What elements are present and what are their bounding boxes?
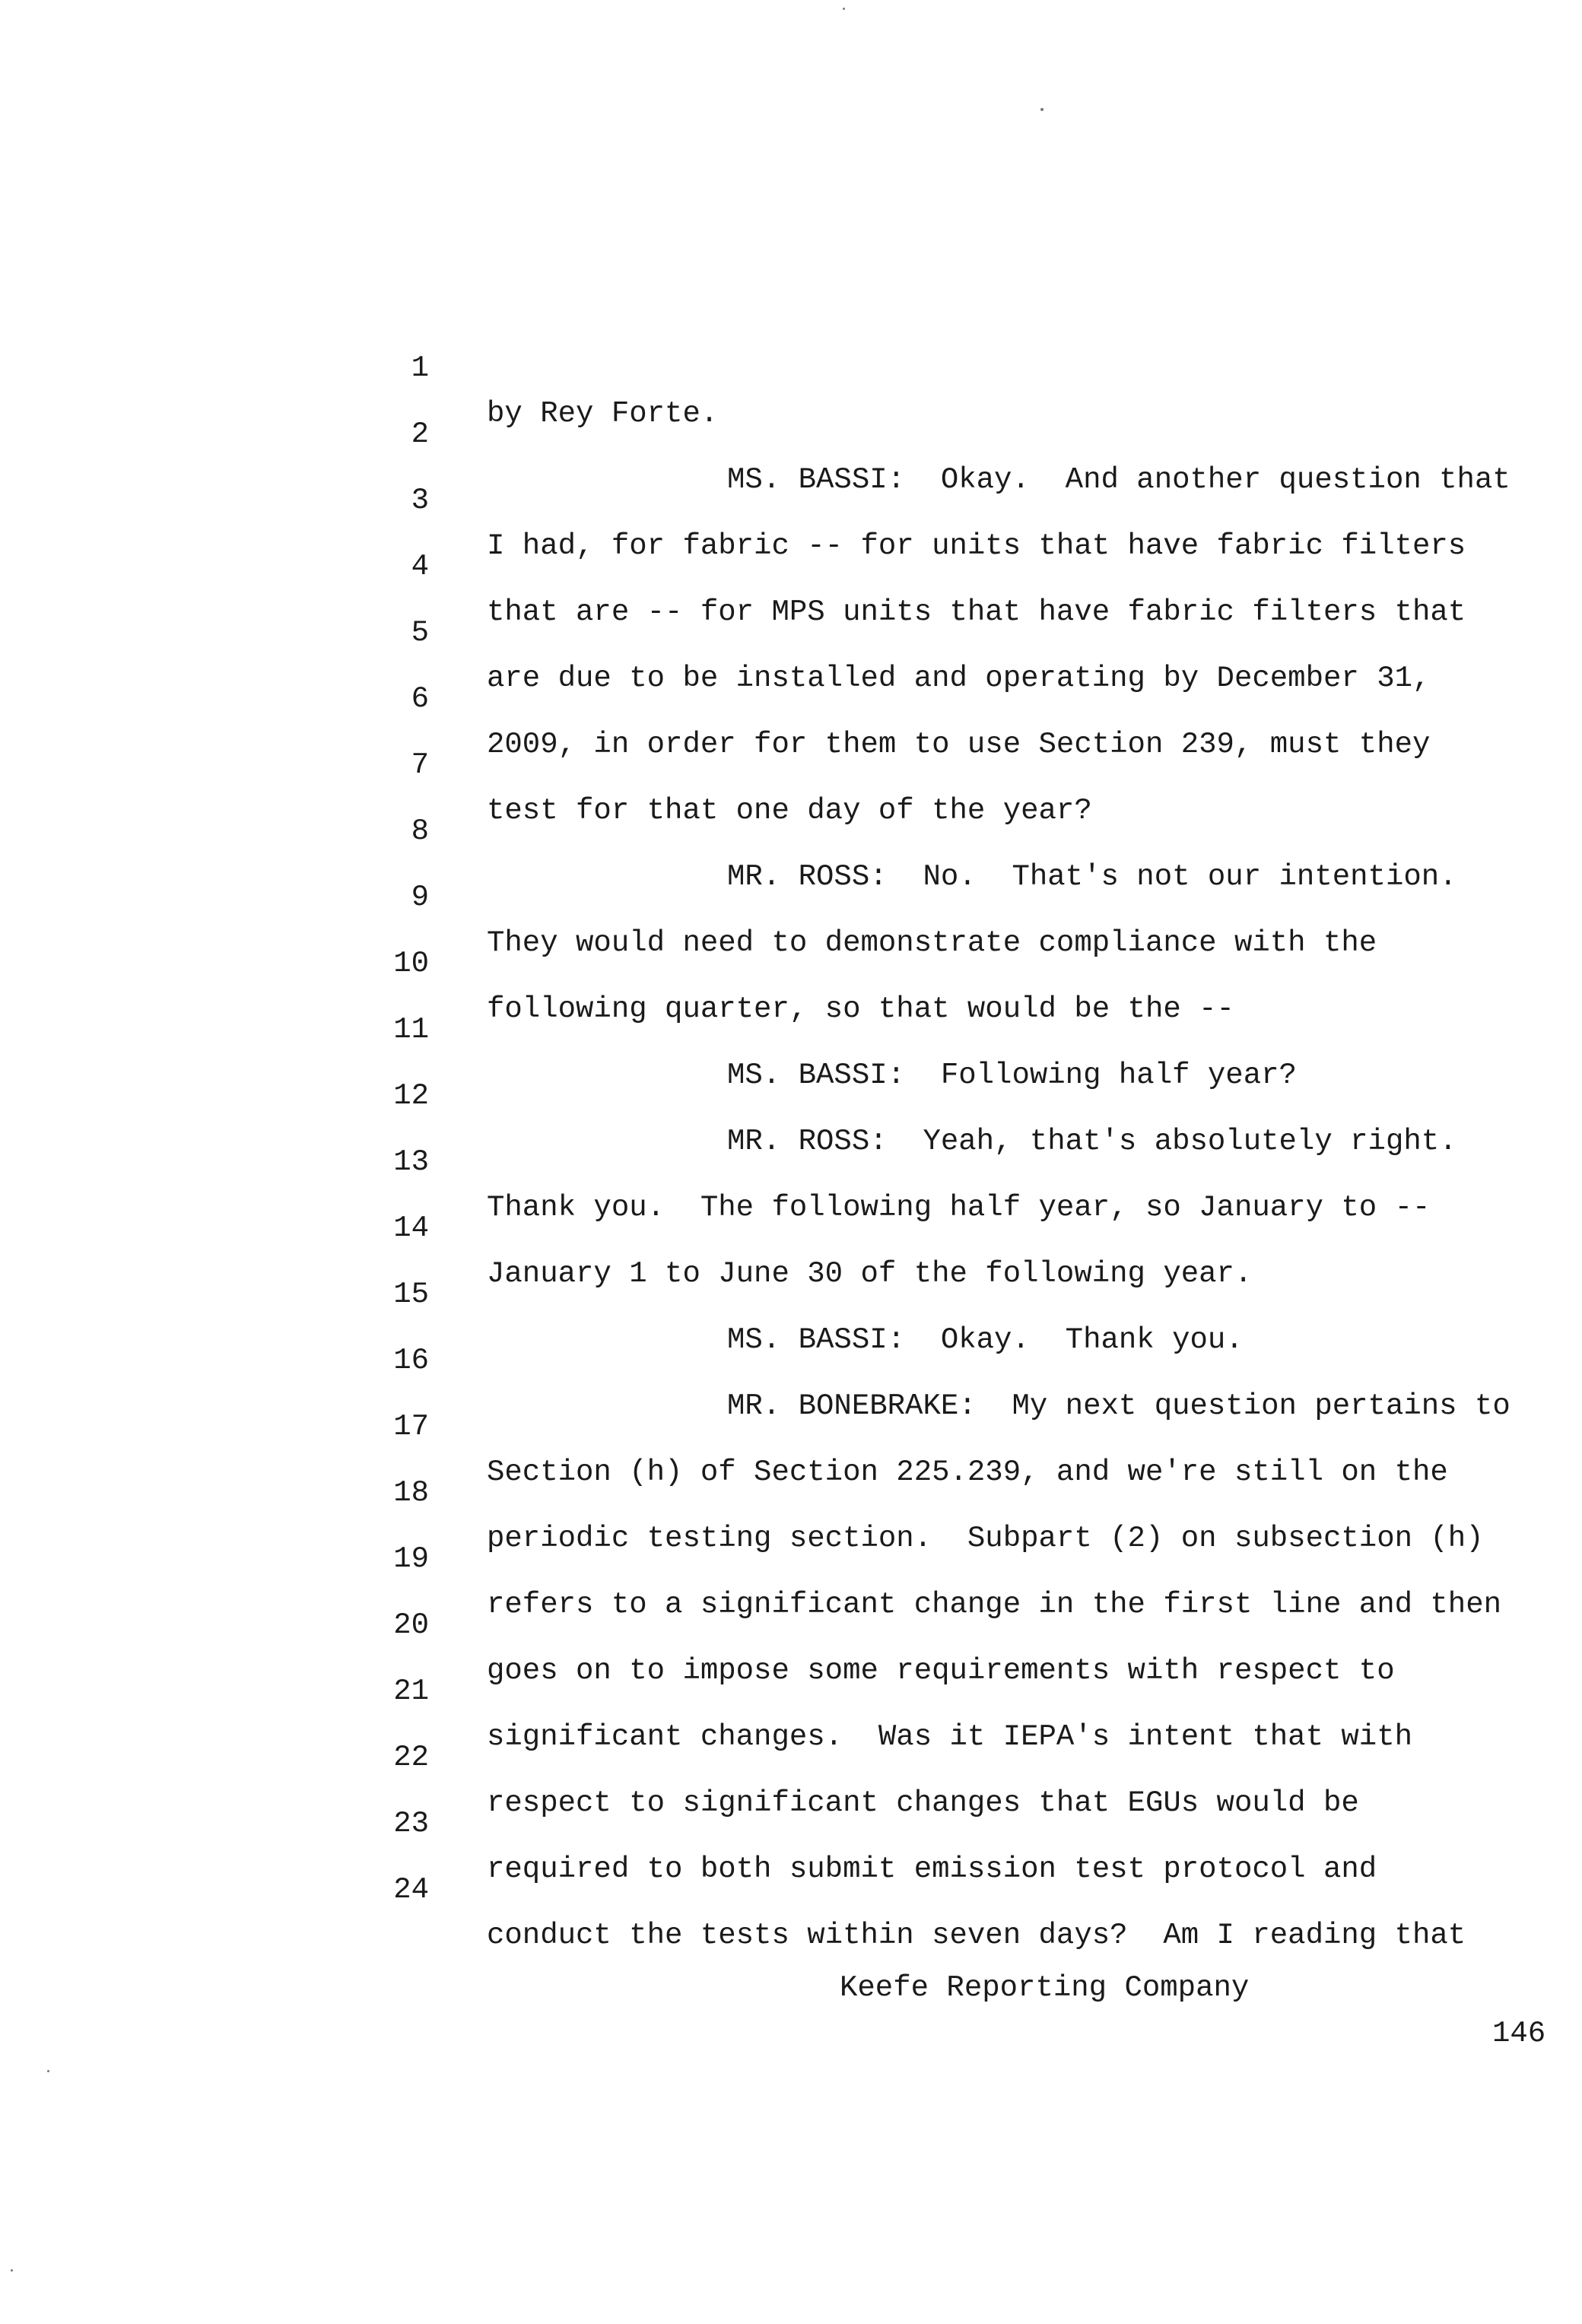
line-text: MR. ROSS: Yeah, that's absolutely right. bbox=[727, 1125, 1457, 1158]
line-number: 23 bbox=[393, 1807, 429, 1840]
line-text: are due to be installed and operating by December 31, bbox=[487, 662, 1431, 695]
line-number: 18 bbox=[393, 1476, 429, 1510]
line-number: 15 bbox=[393, 1278, 429, 1311]
line-number: 13 bbox=[393, 1145, 429, 1179]
scan-speck bbox=[843, 8, 845, 10]
line-text: required to both submit emission test protocol and bbox=[487, 1853, 1377, 1886]
scan-speck bbox=[1040, 108, 1044, 111]
line-text: I had, for fabric -- for units that have fabric filters bbox=[487, 529, 1466, 563]
line-text: refers to a significant change in the first line and then bbox=[487, 1588, 1502, 1621]
line-number: 3 bbox=[411, 484, 429, 517]
line-text: They would need to demonstrate compliance with the bbox=[487, 926, 1377, 960]
line-number: 22 bbox=[393, 1741, 429, 1774]
line-text: MR. BONEBRAKE: My next question pertains to bbox=[727, 1389, 1511, 1423]
line-number: 10 bbox=[393, 947, 429, 980]
line-number: 1 bbox=[411, 351, 429, 385]
line-text: MS. BASSI: Okay. Thank you. bbox=[727, 1323, 1244, 1357]
line-text: test for that one day of the year? bbox=[487, 794, 1092, 827]
line-text: following quarter, so that would be the -- bbox=[487, 992, 1234, 1026]
line-text: MS. BASSI: Okay. And another question that bbox=[727, 463, 1511, 497]
line-text: respect to significant changes that EGUs would be bbox=[487, 1786, 1359, 1820]
line-number: 19 bbox=[393, 1542, 429, 1576]
page-footer bbox=[0, 1919, 1582, 2102]
line-text: Section (h) of Section 225.239, and we're still on the bbox=[487, 1456, 1448, 1489]
line-number: 14 bbox=[393, 1211, 429, 1245]
line-text: by Rey Forte. bbox=[487, 397, 719, 430]
line-text: 2009, in order for them to use Section 239, must they bbox=[487, 728, 1431, 761]
page-number: 146 bbox=[1492, 2017, 1546, 2050]
line-number: 5 bbox=[411, 616, 429, 649]
line-text: January 1 to June 30 of the following year. bbox=[487, 1257, 1253, 1291]
line-text: goes on to impose some requirements with respect to bbox=[487, 1654, 1395, 1687]
line-number: 17 bbox=[393, 1410, 429, 1443]
scan-speck bbox=[11, 2269, 13, 2272]
line-text: that are -- for MPS units that have fabric filters that bbox=[487, 595, 1466, 629]
line-number: 21 bbox=[393, 1675, 429, 1708]
line-number: 12 bbox=[393, 1079, 429, 1113]
line-text: conduct the tests within seven days? Am I reading that bbox=[487, 1919, 1466, 1952]
line-number: 7 bbox=[411, 748, 429, 782]
line-number: 2 bbox=[411, 417, 429, 451]
line-number: 4 bbox=[411, 550, 429, 583]
line-text: MR. ROSS: No. That's not our intention. bbox=[727, 860, 1457, 894]
line-number: 8 bbox=[411, 814, 429, 848]
line-text: Thank you. The following half year, so January to -- bbox=[487, 1191, 1431, 1224]
line-text: significant changes. Was it IEPA's intent that with bbox=[487, 1720, 1412, 1754]
line-text: periodic testing section. Subpart (2) on subsection (h) bbox=[487, 1522, 1484, 1555]
line-number: 16 bbox=[393, 1344, 429, 1377]
line-number: 11 bbox=[393, 1013, 429, 1046]
line-number: 6 bbox=[411, 682, 429, 716]
line-number: 20 bbox=[393, 1608, 429, 1642]
line-number: 24 bbox=[393, 1873, 429, 1907]
reporting-company: Keefe Reporting Company bbox=[840, 1971, 1250, 2005]
line-number: 9 bbox=[411, 881, 429, 914]
transcript-line bbox=[0, 300, 1582, 430]
line-text: MS. BASSI: Following half year? bbox=[727, 1059, 1297, 1092]
